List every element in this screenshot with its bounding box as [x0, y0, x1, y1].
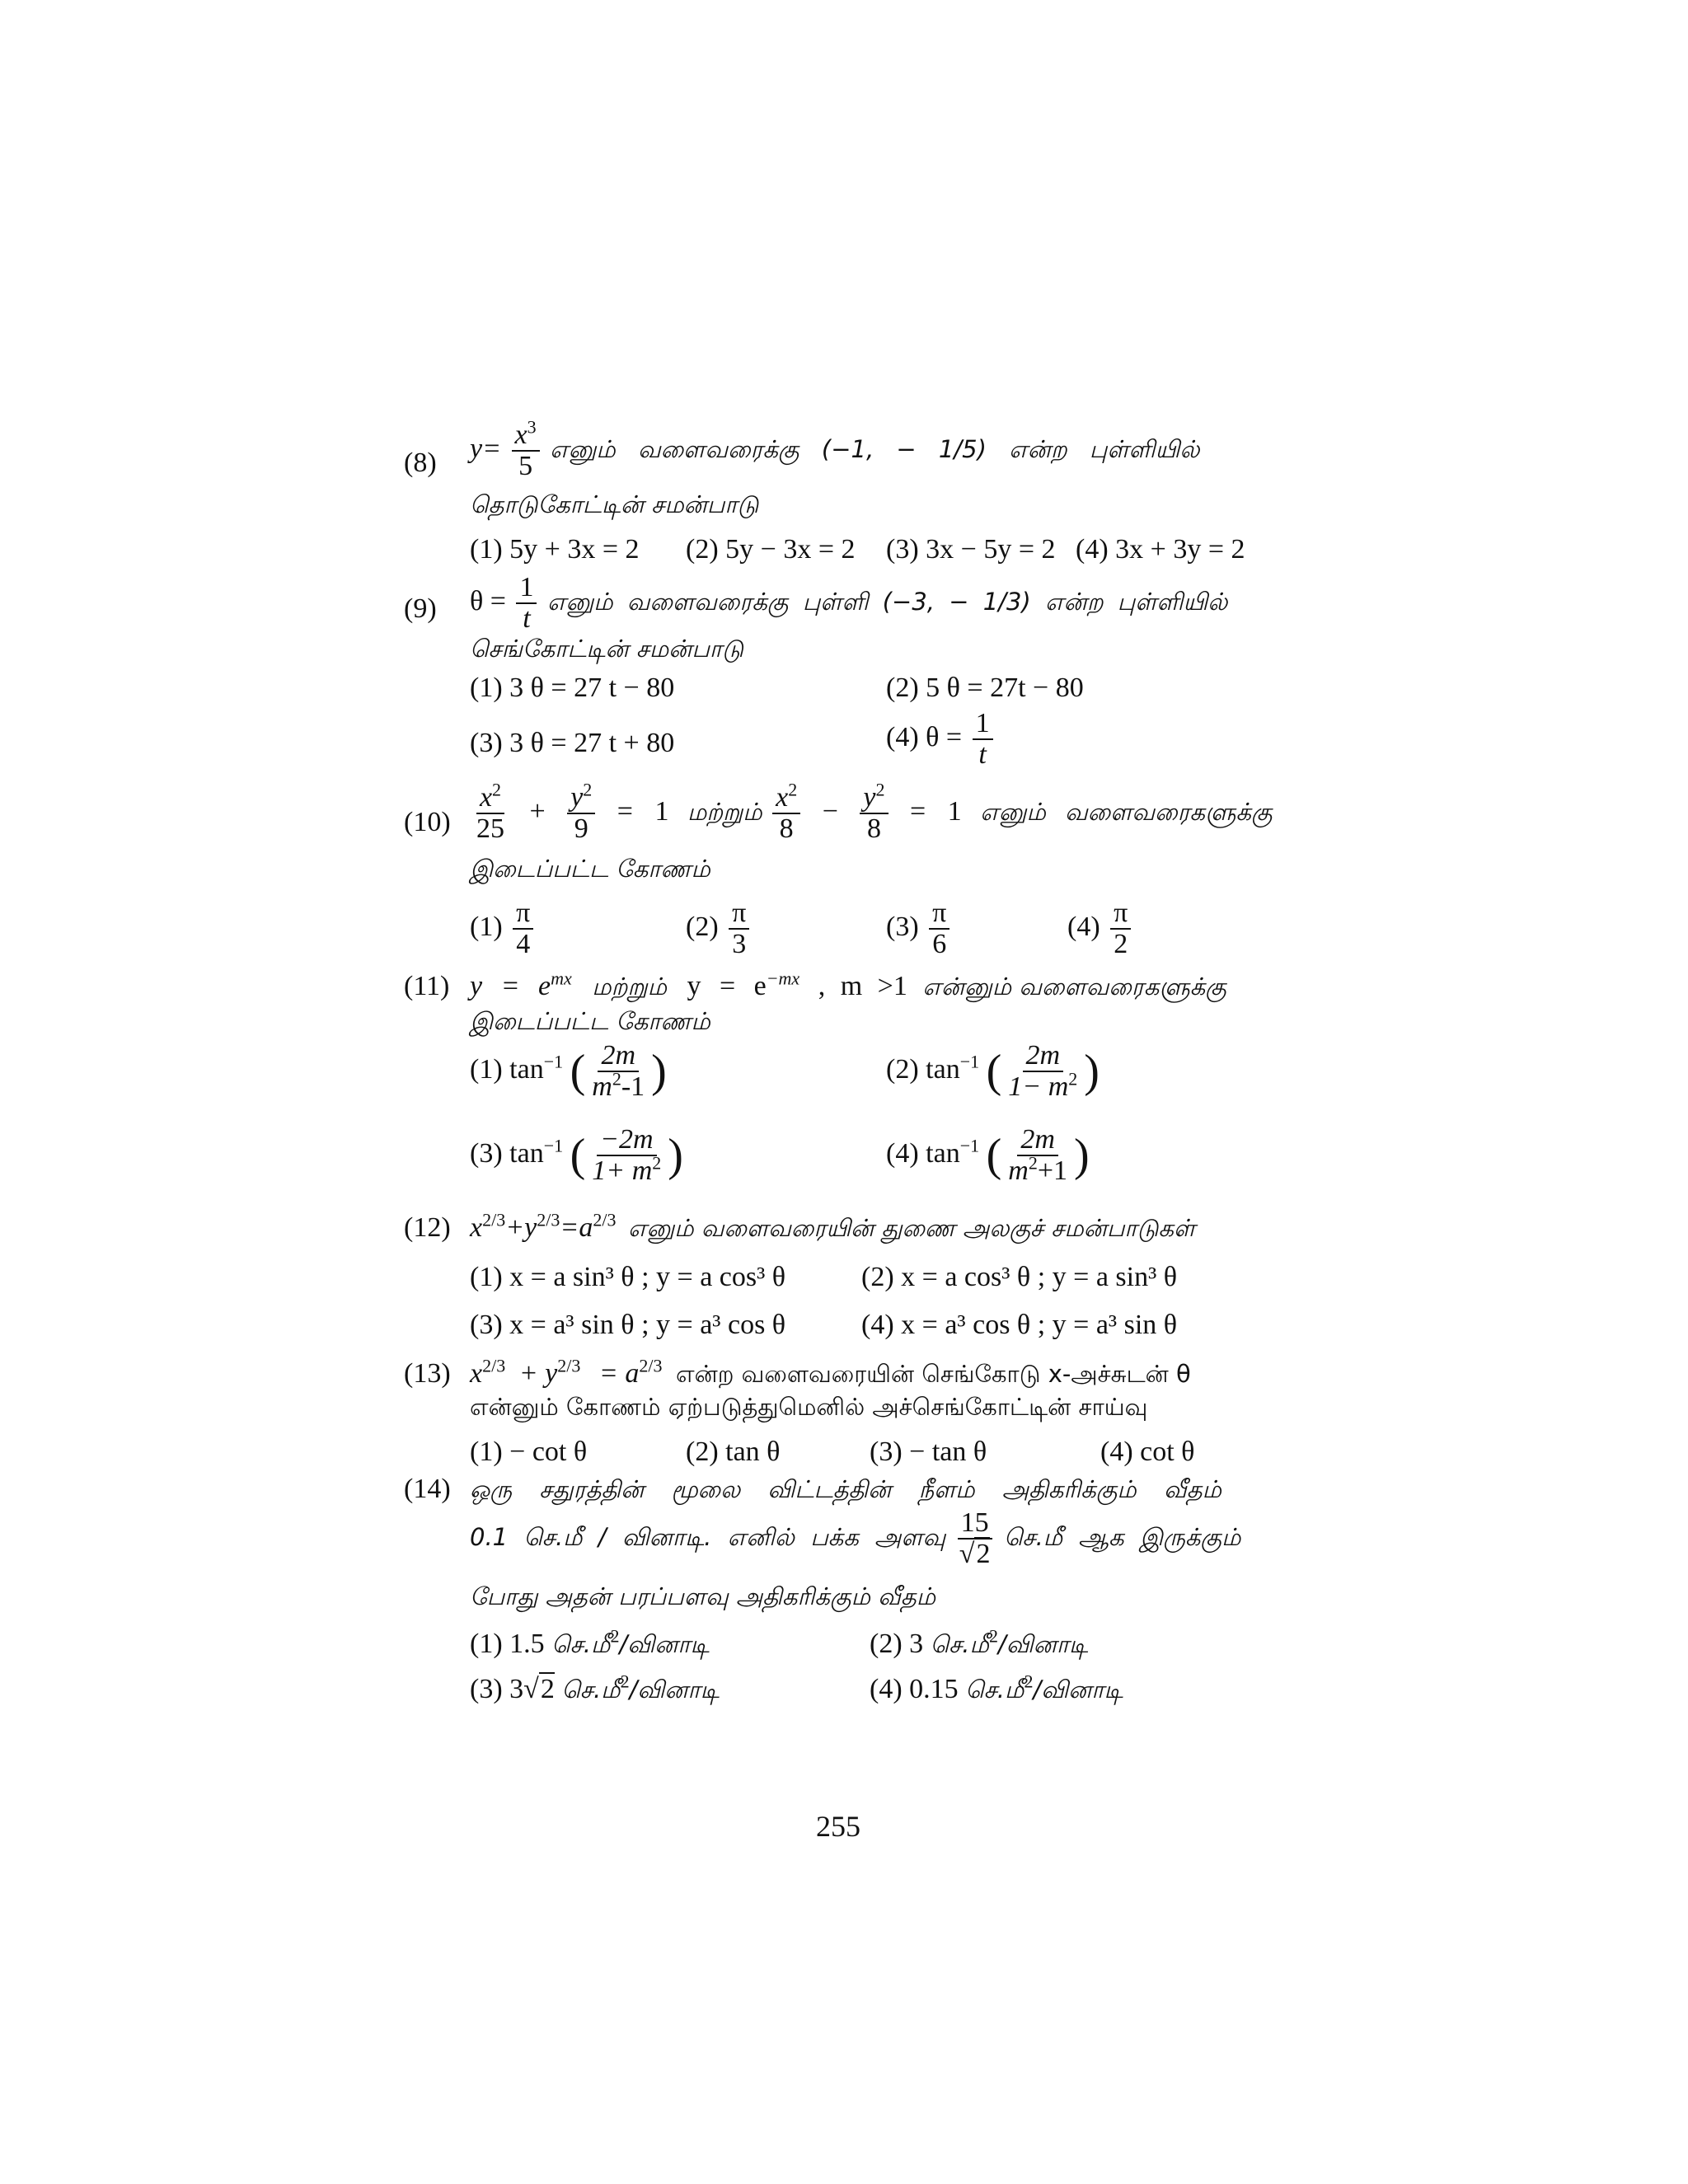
stem-line-2: இடைப்பட்ட கோணம் [470, 855, 710, 883]
fraction-x2-over-25: $\frac{x^2}{25}$ [476, 779, 504, 844]
stem-line-2: என்னும் கோணம் ஏற்படுத்துமெனில் அச்செங்கோட்டின் சாய்வு [470, 1393, 1148, 1421]
option-3-fraction: $\frac{-2m}{1+ m^2}$ [592, 1124, 662, 1186]
unit-per-second: /வினாடி [619, 1630, 710, 1658]
option-3: (3) [886, 911, 919, 942]
stem-m-condition: , m >1 [818, 971, 907, 1001]
and-word: மற்றும் [687, 797, 762, 826]
option-2: (2) 3 [870, 1629, 924, 1659]
fraction-1-over-t: $\frac{1}{t}$ [516, 573, 537, 634]
right-paren: ) [1084, 1046, 1100, 1097]
option-2: (2) x = a cos³ θ ; y = a sin³ θ [861, 1262, 1178, 1292]
equation-x: x [470, 1212, 483, 1243]
tan-label: tan [926, 1137, 960, 1169]
question-number: (10) [404, 807, 451, 837]
option-4: (4) θ = [886, 721, 963, 752]
left-paren: ( [986, 1046, 1002, 1097]
option-4: (4) [886, 1137, 919, 1169]
question-number: (14) [404, 1474, 451, 1504]
left-paren: ( [570, 1130, 586, 1181]
fraction-y2-over-8: $\frac{y^2}{8}$ [860, 783, 888, 844]
option-3: (3) 3 θ = 27 t + 80 [470, 728, 675, 758]
unit-per-second: /வினாடி [629, 1675, 720, 1704]
equation-a: = a [598, 1358, 640, 1389]
question-number: (13) [404, 1358, 451, 1389]
unit-cm: செ.மீ [561, 1675, 621, 1704]
stem-text: என்ற வளைவரையின் செங்கோடு x-அச்சுடன் θ [675, 1360, 1191, 1388]
option-1: (1) x = a sin³ θ ; y = a cos³ θ [470, 1262, 786, 1292]
sqrt-icon: √ [959, 1539, 975, 1569]
left-paren: ( [570, 1046, 586, 1097]
option-3: (3) [470, 1137, 503, 1169]
right-paren: ) [651, 1046, 667, 1097]
equation-x: x [470, 1358, 483, 1389]
option-3: (3) 3 [470, 1674, 524, 1704]
option-4: (4) cot θ [1100, 1436, 1195, 1467]
option-2: (2) [686, 911, 719, 942]
left-paren: ( [986, 1130, 1002, 1181]
textbook-page: (8) y= $\frac{x^3}{5}$ எனும் வளைவரைக்கு (−1, − 1/5) என்ற புள்ளியில் தொடுகோட்டின் சமன்பாடு (1) 5y + 3x = 2 (2) 5y − 3x = 2 (3) 3x − 5y = 2 (4) 3x + 3y = 2 (9) θ = $\frac{1}{t}$ எனும் வளைவரைக்கு புள்ளி (−3, − 1/3) என்ற புள்ளியில் செங்கோட்டின் சமன்பாடு (1) 3 θ = 27 t − 80 (2) 5 θ = 27t − 80 (3) 3 θ = 27 t + 80 (4) θ = $\frac{1}{t}$ (10) $\frac{x^2}{25}$ + $\frac{y^2}{9}$ = 1 மற்றும் $\frac{x^2}{8}$ − $\frac{y^2}{8}$ = 1 எனும் வளைவரைகளுக்கு இடைப்பட்ட கோணம் (1) $\frac{\pi}{4}$ (2) $\frac{\pi}{3}$ (3) $\frac{\pi}{6}$ (4) $\frac{\pi}{2}$ (11) $y = e^{mx}$ மற்றும் $y = e^{-mx}$ , m >1 என்னும் வளைவரைகளுக்கு இடைப்பட்ட கோணம் (1) $\tan^{-1}$ ( $\frac{2m}{m^2-1}$ ) (2) $\tan^{-1}$ ( $\frac{2m}{1- m^2}$ ) (3) $\tan^{-1}$ ( $\frac{-2m}{1+ m^2}$ ) (4) $\tan^{-1}$ ( $\frac{2m}{m^2+1}$ ) (12) $x^{2/3}+y^{2/3}=a^{2/3}$ எனும் வளைவரையின் துணை அலகுச் சமன்பாடுகள் (1) x = a sin³ θ ; y = a cos³ θ (2) x = a cos³ θ ; y = a sin³ θ (3) x = a³ sin θ ; y = a³ cos θ (4) x = a³ cos θ ; y = a³ sin θ (13) $x^{2/3} + y^{2/3} = a^{2/3}$ என்ற வளைவரையின் செங்கோடு x-அச்சுடன் θ என்னும் கோணம் ஏற்படுத்துமெனில் அச்செங்கோட்டின் சாய்வு (1) − cot θ (2) tan θ (3) − tan θ (4) cot θ (14) ஒரு சதுரத்தின் மூலை விட்டத்தின் நீளம் அதிகரிக்கும் வீதம் 0.1 செ.மீ / வினாடி. எனில் பக்க அளவு $\frac{15}{√2}$ செ.மீ ஆக இருக்கும் போது அதன் பரப்பளவு அதிகரிக்கும் வீதம் (1) 1.5 செ.மீ$^2$/வினாடி (2) 3 செ.மீ$^2$/வினாடி (3) 3√2 செ.மீ$^2$/வினாடி (4) 0.15 செ.மீ$^2$/வினாடி 255 [404, 416, 1273, 1843]
fraction-x2-over-8: $\frac{x^2}{8}$ [772, 783, 800, 844]
unit-cm: செ.மீ [930, 1630, 989, 1658]
option-1-fraction: $\frac{2m}{m^2-1}$ [592, 1040, 645, 1102]
stem-line-2: தொடுகோட்டின் சமன்பாடு [470, 490, 759, 518]
stem-line-2: இடைப்பட்ட கோணம் [470, 1007, 710, 1035]
question-number: (9) [404, 593, 437, 624]
plus-sign: + [529, 795, 546, 827]
fraction-15-over-root2: $\frac{15}{√2}$ [956, 1508, 994, 1569]
option-2: (2) tan θ [686, 1436, 781, 1467]
option-2: (2) 5 θ = 27t − 80 [886, 673, 1084, 703]
stem-text: எனும் வளைவரைக்கு புள்ளி (−3, − 1/3) என்ற புள்ளியில் [546, 587, 1228, 616]
page-number: 255 [816, 1810, 860, 1843]
unit-per-second: /வினாடி [997, 1630, 1089, 1658]
option-4: (4) 0.15 [870, 1674, 959, 1704]
option-3: (3) x = a³ sin θ ; y = a³ cos θ [470, 1310, 786, 1340]
option-1: (1) − cot θ [470, 1436, 588, 1467]
unit-cm: செ.மீ [965, 1675, 1025, 1704]
stem-y-e: y = e [470, 971, 551, 1001]
option-3: (3) − tan θ [870, 1436, 987, 1467]
stem-line-2a: 0.1 செ.மீ / வினாடி. எனில் பக்க அளவு [470, 1522, 946, 1551]
option-4: (4) 3x + 3y = 2 [1076, 534, 1245, 565]
fraction-pi-over-6: $\frac{\pi}{6}$ [929, 898, 950, 959]
fraction-x3-over-5: $\frac{x^3}{5}$ [512, 420, 540, 481]
question-number: (11) [404, 971, 450, 1001]
fraction-1-over-t: $\frac{1}{t}$ [973, 709, 993, 770]
fraction-pi-over-3: $\frac{\pi}{3}$ [729, 898, 749, 959]
right-paren: ) [668, 1130, 683, 1181]
equals-one: = 1 [910, 795, 962, 827]
tan-label: tan [509, 1137, 544, 1169]
equation-y: + y [518, 1358, 558, 1389]
option-3: (3) 3x − 5y = 2 [886, 534, 1056, 565]
stem-line-2b: செ.மீ ஆக இருக்கும் [1003, 1522, 1241, 1551]
option-2-fraction: $\frac{2m}{1- m^2}$ [1008, 1040, 1078, 1102]
question-number: (8) [404, 448, 437, 478]
option-4: (4) [1067, 911, 1100, 942]
fraction-pi-over-4: $\frac{\pi}{4}$ [513, 898, 533, 959]
option-1: (1) [470, 911, 503, 942]
and-word: மற்றும் [592, 972, 667, 1001]
equals-one: = 1 [617, 795, 669, 827]
equation-y: +y [505, 1212, 537, 1243]
equation-a: =a [560, 1212, 593, 1243]
stem-line-1: ஒரு சதுரத்தின் மூலை விட்டத்தின் நீளம் அதிகரிக்கும் வீதம் [470, 1475, 1221, 1503]
tan-label: tan [926, 1053, 960, 1085]
stem-line-3: போது அதன் பரப்பளவு அதிகரிக்கும் வீதம் [470, 1582, 936, 1610]
option-1: (1) 5y + 3x = 2 [470, 534, 640, 565]
question-number: (12) [404, 1212, 451, 1243]
option-2: (2) [886, 1053, 919, 1085]
option-1: (1) [470, 1053, 503, 1085]
minus-sign: − [822, 795, 838, 827]
stem-text: என்னும் வளைவரைகளுக்கு [922, 972, 1226, 1001]
option-1: (1) 1.5 [470, 1629, 545, 1659]
unit-cm: செ.மீ [551, 1630, 611, 1658]
option-4-fraction: $\frac{2m}{m^2+1}$ [1008, 1124, 1068, 1186]
stem-lead: θ = [470, 585, 506, 616]
tan-label: tan [509, 1053, 544, 1085]
fraction-pi-over-2: $\frac{\pi}{2}$ [1110, 898, 1131, 959]
stem-line-2: செங்கோட்டின் சமன்பாடு [470, 635, 743, 663]
unit-per-second: /வினாடி [1033, 1675, 1123, 1704]
stem-text: எனும் வளைவரையின் துணை அலகுச் சமன்பாடுகள் [627, 1214, 1196, 1242]
stem-text: எனும் வளைவரைக்கு (−1, − 1/5) என்ற புள்ளியில் [550, 434, 1200, 463]
option-2: (2) 5y − 3x = 2 [686, 534, 856, 565]
option-1: (1) 3 θ = 27 t − 80 [470, 673, 675, 703]
option-4: (4) x = a³ cos θ ; y = a³ sin θ [861, 1310, 1178, 1340]
right-paren: ) [1074, 1130, 1090, 1181]
stem-y-e: y = e [687, 971, 767, 1001]
stem-text: எனும் வளைவரைகளுக்கு [980, 797, 1273, 826]
stem-lead: y= [470, 433, 502, 464]
sqrt-icon: √ [523, 1674, 539, 1704]
fraction-y2-over-9: $\frac{y^2}{9}$ [567, 783, 595, 844]
